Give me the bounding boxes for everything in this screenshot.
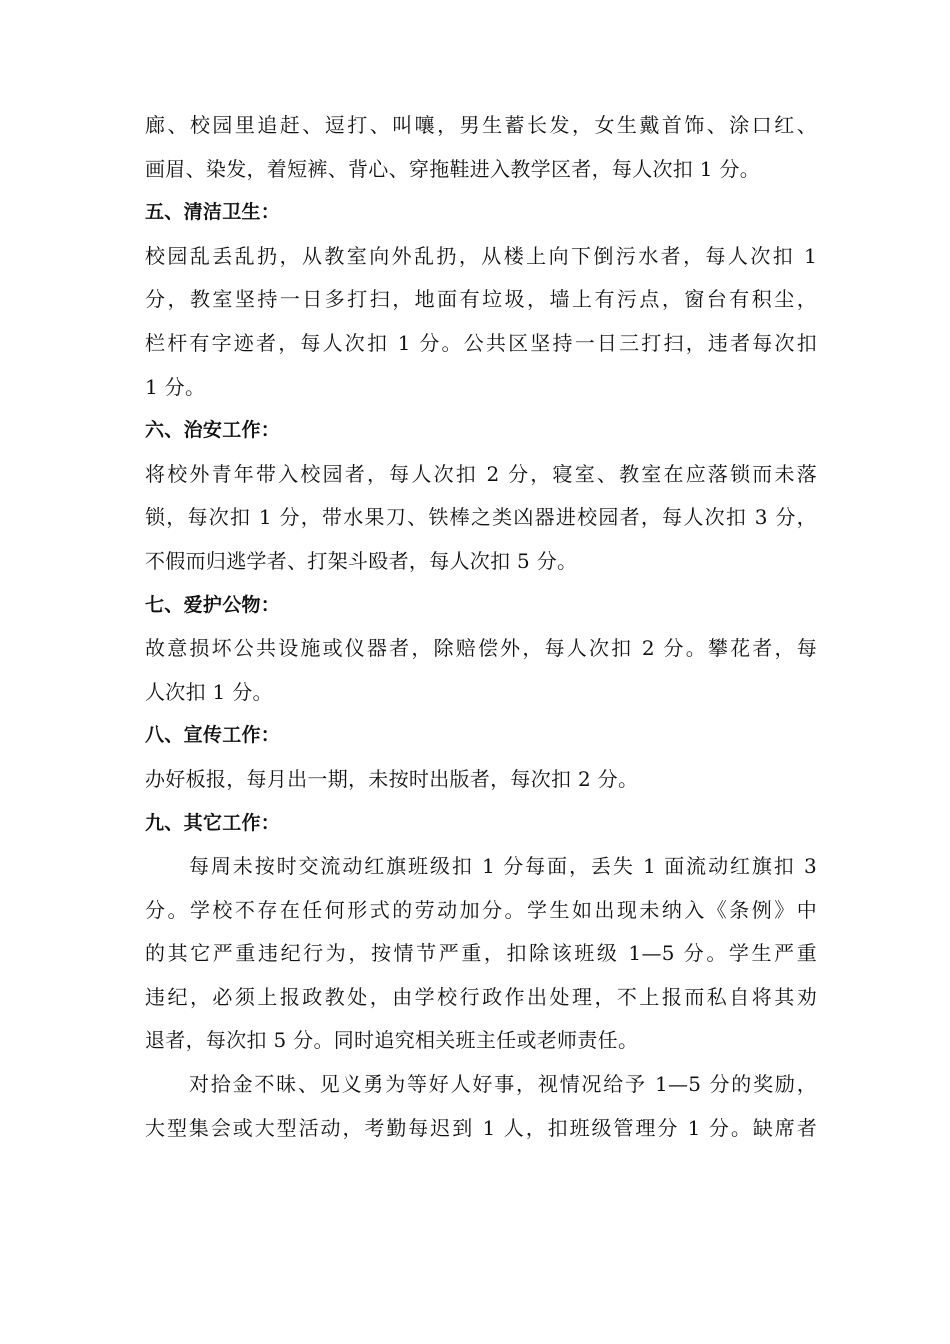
section-heading-public-property: 七、爱护公物： (145, 593, 281, 616)
body-line: 人次扣 1 分。 (145, 679, 273, 704)
section-heading-publicity: 八、宣传工作： (145, 724, 281, 747)
body-line: 锁，每次扣 1 分，带水果刀、铁棒之类凶器进校园者，每人次扣 3 分， (145, 505, 817, 530)
body-line: 每周未按时交流动红旗班级扣 1 分每面，丢失 1 面流动红旗扣 3 (189, 854, 817, 879)
body-line: 大型集会或大型活动，考勤每迟到 1 人，扣班级管理分 1 分。缺席者 (145, 1115, 817, 1140)
body-line: 将校外青年带入校园者，每人次扣 2 分，寝室、教室在应落锁而未落 (145, 461, 817, 486)
body-line: 违纪，必须上报政教处，由学校行政作出处理，不上报而私自将其劝 (145, 984, 817, 1009)
body-line: 1 分。 (145, 374, 206, 399)
body-line: 廊、校园里追赶、逗打、叫嚷，男生蓄长发，女生戴首饰、涂口红、 (145, 113, 817, 137)
body-line: 对拾金不昧、见义勇为等好人好事，视情况给予 1—5 分的奖励， (189, 1072, 817, 1097)
body-line: 分，教室坚持一日多打扫，地面有垃圾，墙上有污点，窗台有积尘， (145, 287, 817, 312)
body-line: 校园乱丢乱扔，从教室向外乱扔，从楼上向下倒污水者，每人次扣 1 (145, 243, 817, 268)
body-line: 栏杆有字迹者，每人次扣 1 分。公共区坚持一日三打扫，违者每次扣 (145, 330, 817, 355)
body-line: 办好板报，每月出一期，未按时出版者，每次扣 2 分。 (145, 766, 639, 791)
section-heading-other-work: 九、其它工作： (145, 811, 281, 834)
body-line: 不假而归逃学者、打架斗殴者，每人次扣 5 分。 (145, 548, 578, 573)
body-line: 的其它严重违纪行为，按情节严重，扣除该班级 1—5 分。学生严重 (145, 941, 817, 966)
body-line: 分。学校不存在任何形式的劳动加分。学生如出现未纳入《条例》中 (145, 897, 817, 922)
section-heading-security: 六、治安工作： (145, 419, 281, 442)
body-line: 画眉、染发，着短裤、背心、穿拖鞋进入教学区者，每人次扣 1 分。 (145, 156, 761, 181)
body-line: 退者，每次扣 5 分。同时追究相关班主任或老师责任。 (145, 1028, 639, 1053)
section-heading-cleaning: 五、清洁卫生： (145, 201, 281, 224)
document-page (145, 104, 817, 1150)
body-line: 故意损坏公共设施或仪器者，除赔偿外，每人次扣 2 分。攀花者，每 (145, 636, 817, 661)
